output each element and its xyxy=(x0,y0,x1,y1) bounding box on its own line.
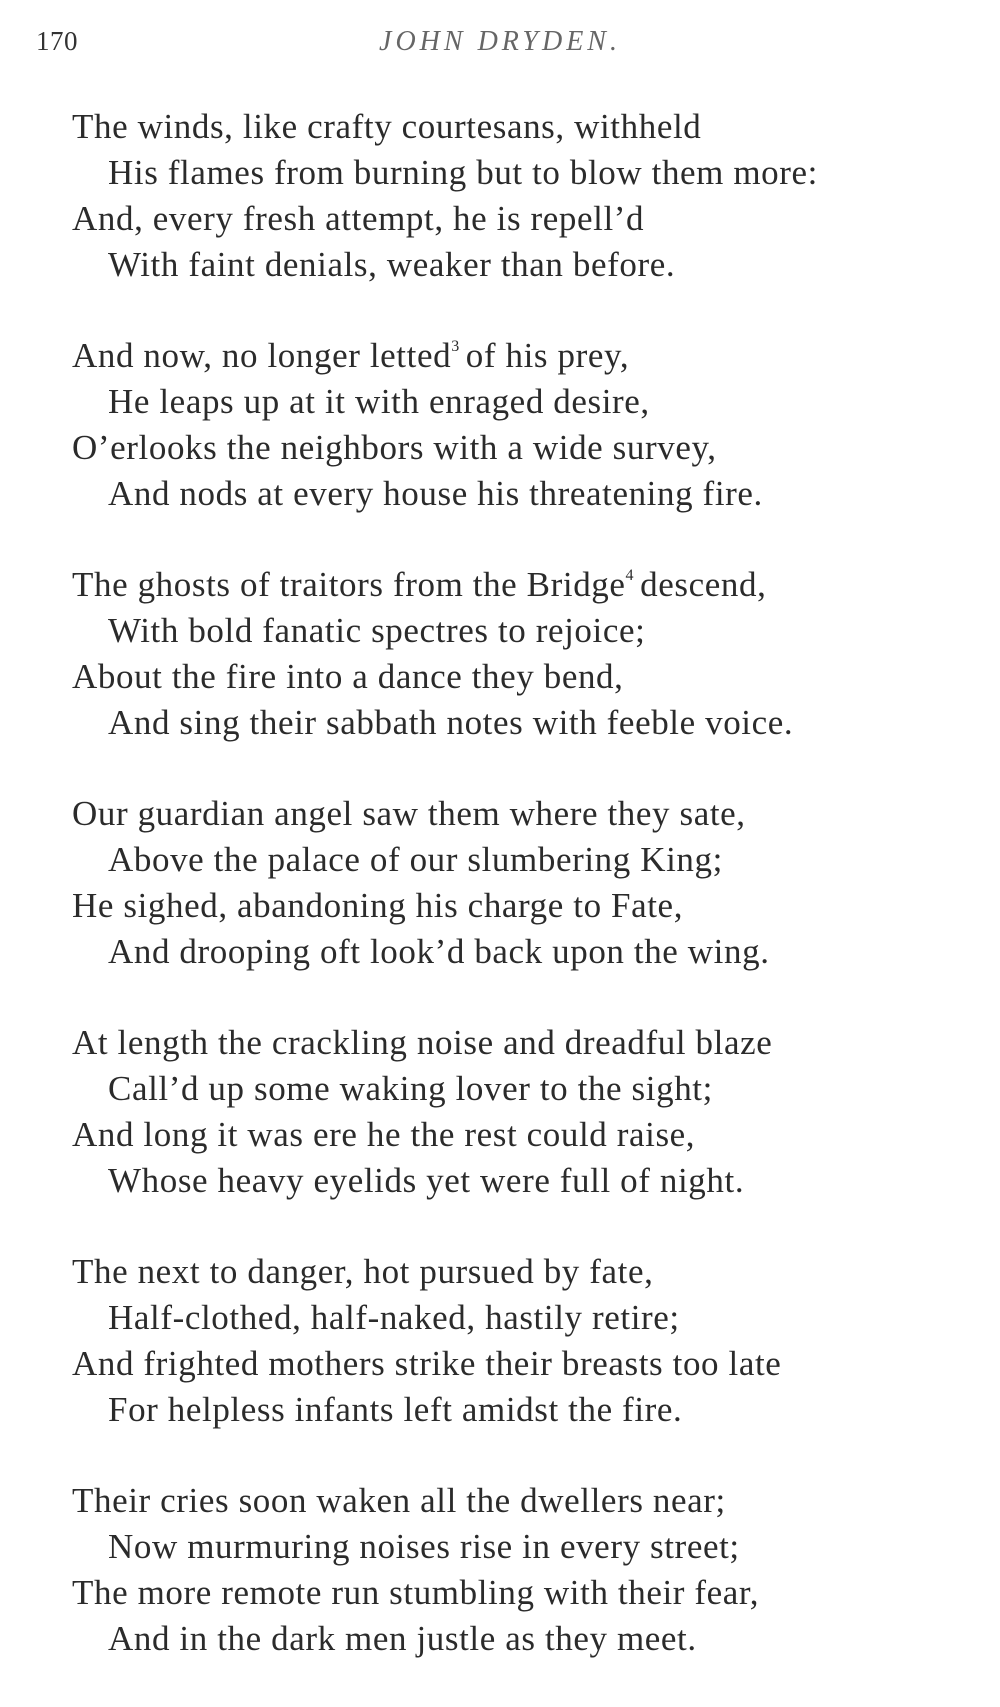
page-header xyxy=(0,22,1000,62)
stanza xyxy=(72,333,992,517)
running-head: JOHN DRYDEN. xyxy=(379,26,621,57)
verse-line: The next to danger, hot pursued by fate, xyxy=(72,1252,654,1291)
stanza xyxy=(72,104,992,288)
verse-line: And sing their sabbath notes with feeble voice. xyxy=(108,703,794,742)
verse-line: Their cries soon waken all the dwellers near; xyxy=(72,1481,726,1520)
verse-line: He leaps up at it with enraged desire, xyxy=(108,382,650,421)
verse-line: With bold fanatic spectres to rejoice; xyxy=(108,611,646,650)
verse-line xyxy=(72,333,992,379)
verse-line: Whose heavy eyelids yet were full of night. xyxy=(108,1161,745,1200)
verse-line xyxy=(72,562,992,608)
verse-line: And frighted mothers strike their breasts too late xyxy=(72,1344,782,1383)
stanza xyxy=(72,1020,992,1204)
verse-line: The more remote run stumbling with their fear, xyxy=(72,1573,760,1612)
verse-line: About the fire into a dance they bend, xyxy=(72,657,624,696)
stanza xyxy=(72,562,992,746)
verse-line: And in the dark men justle as they meet. xyxy=(108,1619,697,1658)
verse-line: And nods at every house his threatening fire. xyxy=(108,474,763,513)
stanza xyxy=(72,1249,992,1433)
verse-line: And drooping oft look’d back upon the wing. xyxy=(108,932,770,971)
verse-line: And long it was ere he the rest could raise, xyxy=(72,1115,696,1154)
footnote-marker: 3 xyxy=(451,338,460,355)
verse-line: At length the crackling noise and dreadful blaze xyxy=(72,1023,773,1062)
verse-line-text: of his prey, xyxy=(465,336,630,375)
verse-line: With faint denials, weaker than before. xyxy=(108,245,676,284)
verse-line: His flames from burning but to blow them more: xyxy=(108,153,818,192)
verse-line: Above the palace of our slumbering King; xyxy=(108,840,723,879)
verse-line: O’erlooks the neighbors with a wide survey, xyxy=(72,428,717,467)
stanza xyxy=(72,791,992,975)
verse-line: For helpless infants left amidst the fire. xyxy=(108,1390,683,1429)
verse-line-text: The ghosts of traitors from the Bridge xyxy=(72,565,626,604)
verse-line: Call’d up some waking lover to the sight; xyxy=(108,1069,713,1108)
stanza xyxy=(72,1478,992,1662)
verse-line: Now murmuring noises rise in every street; xyxy=(108,1527,740,1566)
verse-line-text: And now, no longer letted xyxy=(72,336,452,375)
verse-line: And, every fresh attempt, he is repell’d xyxy=(72,199,645,238)
poem-body xyxy=(72,104,992,1707)
page-number: 170 xyxy=(36,26,78,56)
verse-line-text: descend, xyxy=(640,565,767,604)
verse-line: Our guardian angel saw them where they sate, xyxy=(72,794,746,833)
verse-line: The winds, like crafty courtesans, withheld xyxy=(72,107,702,146)
footnote-marker: 4 xyxy=(625,567,635,584)
verse-line: Half-clothed, half-naked, hastily retire; xyxy=(108,1298,680,1337)
verse-line: He sighed, abandoning his charge to Fate, xyxy=(72,886,684,925)
